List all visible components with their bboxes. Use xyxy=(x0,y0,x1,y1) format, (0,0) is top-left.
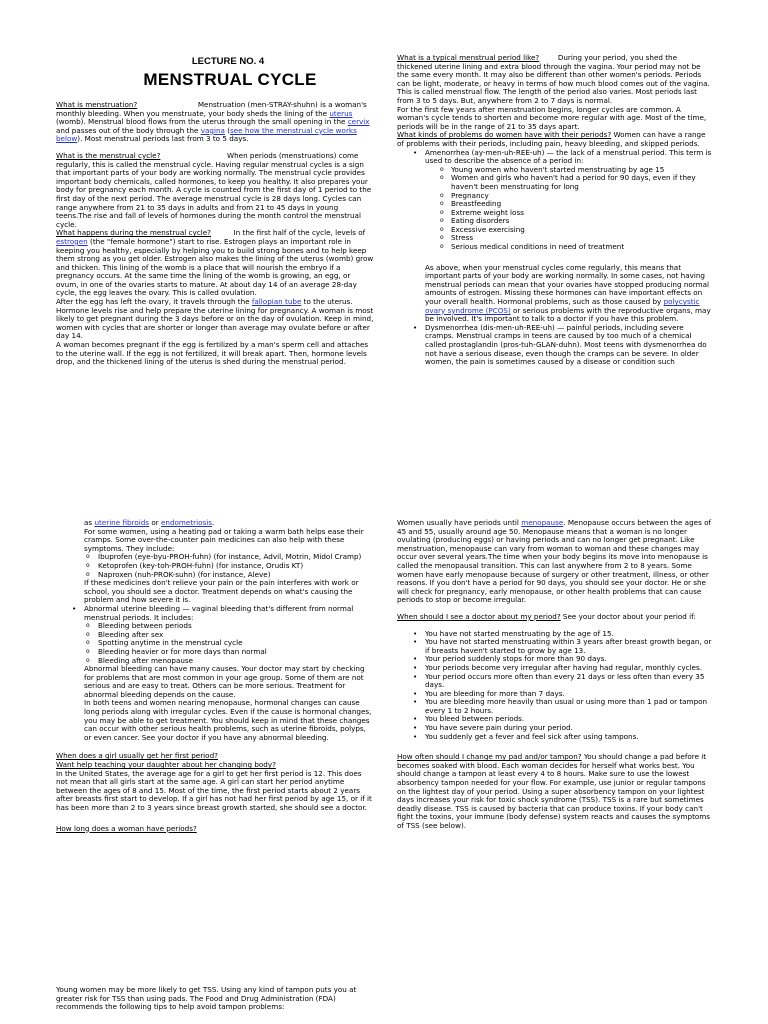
text: (dis-men-uh-REE-uh) — painful periods, including severe cramps. Menstrual cramps in teens are caused by too much of a chemical called prostaglandin (pros-tuh-GLAN-duhn). Most teens with dysmenorrhea do not have a serious disease, even though the cramps can be severe. In older women, the pain is sometimes caused by a disease or condition such xyxy=(425,322,707,367)
paragraph xyxy=(397,753,713,830)
list-item: o Bleeding heavier or for more days than normal xyxy=(56,648,374,657)
list-item: o Spotting anytime in the menstrual cycle xyxy=(56,639,374,648)
paragraph xyxy=(56,152,374,229)
term: Abnormal uterine bleeding xyxy=(84,603,181,613)
text: ). Most menstrual periods last from 3 to 5 days. xyxy=(77,134,249,144)
link-cervix[interactable]: cervix xyxy=(347,117,370,127)
column-top-right xyxy=(397,54,713,367)
list-item xyxy=(397,324,713,367)
paragraph xyxy=(397,264,713,324)
question-heading: Want help teaching your daughter about her changing body? xyxy=(56,760,276,770)
list-item: o Pregnancy xyxy=(397,192,713,201)
lecture-number: LECTURE NO. 4 xyxy=(191,56,265,67)
text: During your period, you shed the thickened uterine lining and extra blood through the vagina. Your period may not be the same every month. It may also be different than other women's periods. Periods can be light, moderate, or heavy in terms of how much blood comes out of the vagina. This is called menstrual flow. The length of the period also varies. Most periods last from 3 to 5 days. But, anywhere from 2 to 7 days is normal. xyxy=(397,53,710,105)
text: After the egg has left the ovary, it travels through the xyxy=(56,297,252,307)
text: You should change a pad before it becomes soaked with blood. Each woman decides for herself what works best. You should change a tampon at least every 4 to 8 hours. Make sure to use the lowest absorbency tampon needed for your flow. For example, use junior or regular tampons on the lightest day of your period. Using a super absorbency tampon on your lightest days increases your risk for toxic shock syndrome (TSS). TSS is a rare but sometimes deadly disease. TSS is caused by bacteria that can produce toxins. If your body can't fight the toxins, your immune (body defense) system reacts and causes the symptoms of TSS (see below). xyxy=(397,752,711,830)
list-item xyxy=(397,149,713,166)
column-bottom-left xyxy=(56,519,374,833)
list-item: • You bleed between periods. xyxy=(397,715,713,724)
paragraph: In the United States, the average age for a girl to get her first period is 12. This does not mean that all girls start at the same age. A girl can start her period anytime between the ages of 8 and 15. Most of the time, the first period starts about 2 years after breasts first start to develop. If a girl has not had her first period by age 15, or if it has been more than 2 to 3 years since breast growth started, she should see a doctor. xyxy=(56,768,372,812)
text: as xyxy=(84,518,95,527)
page-title: MENSTRUAL CYCLE xyxy=(143,70,317,89)
question-heading: What is the menstrual cycle? xyxy=(56,150,161,160)
list-item: o Young women who haven't started menstruating by age 15 xyxy=(397,166,713,175)
link-estrogen[interactable]: estrogen xyxy=(56,236,88,246)
link-pcos[interactable]: polycystic ovary syndrome (PCOS) xyxy=(425,297,700,315)
text: (ay-men-uh-REE-uh) — the lack of a menstrual period. This term is used to describe the absence of a period in: xyxy=(425,147,712,166)
paragraph xyxy=(397,519,713,605)
column-bottom-right xyxy=(397,519,713,831)
paragraph xyxy=(56,298,374,341)
question-heading: When does a girl usually get her first period? xyxy=(56,751,218,761)
question-heading: What is a typical menstrual period like? xyxy=(397,53,540,62)
paragraph: For some women, using a heating pad or taking a warm bath helps ease their cramps. Some over-the-counter pain medicines can also help with these symptoms. They include: xyxy=(84,526,364,553)
paragraph: A woman becomes pregnant if the egg is fertilized by a man's sperm cell and attaches to the uterine wall. If the egg is not fertilized, it will break apart. Then, hormone levels drop, and the thickened lining of the uterus is shed during the menstrual period. xyxy=(56,340,369,367)
list-item: • You are bleeding more heavily than usual or using more than 1 pad or tampon every 1 to 2 hours. xyxy=(397,698,713,715)
list-item: o Bleeding after menopause xyxy=(56,657,374,666)
question-heading: How often should I change my pad and/or tampon? xyxy=(397,752,582,762)
paragraph: For the first few years after menstruation begins, longer cycles are common. A woman's cycle tends to shorten and become more regular with age. Most of the time, periods will be in the range of 21 to 35 days apart. xyxy=(397,104,707,131)
doctor-reasons-list xyxy=(397,630,713,742)
text: . Menopause occurs between the ages of 45 and 55, usually around age 50. Menopause means that a woman is no longer ovulating (producing eggs) or having periods and can no longer get pregnant. Like menstruation, menopause can vary from woman to woman and these changes may occur over several years.The time when your body begins its move into menopause is called the menopausal transition. This can last anywhere from 2 to 8 years. Some women have early menopause because of surgery or other treatment, illness, or other reasons. If you don't have a period for 90 days, you should see your doctor. He or she will check for pregnancy, early menopause, or other health problems that can cause periods to stop or become irregular. xyxy=(397,518,712,605)
text: As above, when your menstrual cycles come regularly, this means that important parts of your body are working normally. In some cases, not having menstrual periods can mean that your ovaries have stopped producing normal amounts of estrogen. Missing these hormones can have important effects on your overall health. Hormonal problems, such as those caused by xyxy=(425,262,709,307)
question-heading: What is menstruation? xyxy=(56,100,138,109)
list-item: o Excessive exercising xyxy=(397,226,713,235)
text: . xyxy=(211,518,215,527)
link-uterus[interactable]: uterus xyxy=(329,108,353,118)
term: Dysmenorrhea xyxy=(425,322,478,332)
paragraph xyxy=(56,229,374,298)
list-item: o Extreme weight loss xyxy=(397,209,713,218)
question-heading: How long does a woman have periods? xyxy=(56,823,197,833)
list-item: o Ketoprofen (key-toh-PROH-fuhn) (for instance, Orudis KT) xyxy=(56,562,374,571)
question-heading: When should I see a doctor about my period? xyxy=(397,611,561,621)
tss-paragraph xyxy=(56,986,374,1012)
list-item xyxy=(56,605,374,622)
text: Women usually have periods until xyxy=(397,518,522,527)
list-item: • Your period occurs more often than every 21 days or less often than every 35 days. xyxy=(397,673,713,690)
text: Menstruation (men-STRAY-shuhn) is a woman's monthly bleeding. When you menstruate, your body sheds the lining of the xyxy=(56,100,367,118)
list-item: o Naproxen (nuh-PROK-suhn) (for instance, Aleve) xyxy=(56,571,374,580)
paragraph: Abnormal bleeding can have many causes. Your doctor may start by checking for problems that are most common in your age group. Some of them are not serious and are easy to treat. Others can be more serious. Treatment for abnormal bleeding depends on the cause. xyxy=(84,664,365,699)
paragraph xyxy=(397,131,713,148)
text: See your doctor about your period if: xyxy=(560,611,696,621)
list-item: • Your periods become very irregular after having had regular, monthly cycles. xyxy=(397,664,713,673)
list-item: o Serious medical conditions in need of treatment xyxy=(397,243,713,252)
term: Amenorrhea xyxy=(425,147,470,157)
list-item: • You have not started menstruating within 3 years after breast growth began, or if breasts haven't started to grow by age 13. xyxy=(397,638,713,655)
paragraph: If these medicines don't relieve your pain or the pain interferes with work or school, you should see a doctor. Treatment depends on what's causing the problem and how severe it is. xyxy=(84,578,359,605)
link-fallopian-tube[interactable]: fallopian tube xyxy=(251,297,302,307)
text: — vaginal bleeding that's different from normal menstrual periods. It includes: xyxy=(84,603,354,622)
link-vagina[interactable]: vagina xyxy=(200,125,225,135)
list-item: o Bleeding between periods xyxy=(56,622,374,631)
paragraph: In both teens and women nearing menopause, hormonal changes can cause long periods along with irregular cycles. Even if the cause is hormonal changes, you may be able to get treatment. You should keep in mind that these changes can occur with other serious health problems, such as uterine fibroids, polyps, or even cancer. See your doctor if you have any abnormal bleeding. xyxy=(84,698,372,742)
text: When periods (menstruations) come regularly, this is called the menstrual cycle. Having regular menstrual cycles is a sign that important parts of your body are working normally. The menstrual cycle provides important body chemicals, called hormones, to keep you healthy. It also prepares your body for pregnancy each month. A cycle is counted from the first day of 1 period to the first day of the next period. The average menstrual cycle is 28 days long. Cycles can range anywhere from 21 to 35 days in adults and from 21 to 45 days in young teens.The rise and fall of levels of hormones during the month control the menstrual cycle. xyxy=(56,150,372,229)
list-item: • You are bleeding for more than 7 days. xyxy=(397,690,713,699)
text: In the first half of the cycle, levels of xyxy=(233,228,366,238)
paragraph xyxy=(397,54,713,106)
amenorrhea-list xyxy=(397,166,713,252)
list-item: o Women and girls who haven't had a period for 90 days, even if they haven't been menstruating for long xyxy=(397,174,713,191)
list-item: o Bleeding after sex xyxy=(56,631,374,640)
list-item: • Your period suddenly stops for more than 90 days. xyxy=(397,655,713,664)
text: or serious problems with the reproductive organs, may be involved. It's important to talk to a doctor if you have this problem. xyxy=(425,305,711,324)
link-menopause[interactable]: menopause xyxy=(521,518,564,527)
text: Women can have a range of problems with their periods, including pain, heavy bleeding, and skipped periods. xyxy=(397,130,706,148)
link-endometriosis[interactable]: endometriosis xyxy=(160,518,212,527)
list-item: • You have not started menstruating by the age of 15. xyxy=(397,630,713,639)
medicine-list xyxy=(56,553,374,579)
text: to the uterus. Hormone levels rise and help prepare the uterine lining for pregnancy. A woman is most likely to get pregnant during the 3 days before or on the day of ovulation. Keep in mind, women with cycles that are shorter or longer than average may ovulate before or after day 14. xyxy=(56,297,374,341)
text: (the "female hormone") start to rise. Estrogen plays an important role in keeping you healthy, especially by helping you to build strong bones and to help keep them strong as you get older. Estrogen also makes the lining of the uterus (womb) grow and thicken. This lining of the womb is a place that will nourish the embryo if a pregnancy occurs. At the same time the lining of the womb is growing, an egg, or ovum, in one of the ovaries starts to mature. At about day 14 of an average 28-day cycle, the egg leaves the ovary. This is called ovulation. xyxy=(56,236,374,298)
question-heading: What kinds of problems do women have with xyxy=(397,130,562,140)
bleeding-list xyxy=(56,622,374,665)
paragraph xyxy=(397,613,713,622)
question-heading: What happens during the menstrual cycle? xyxy=(56,228,211,238)
paragraph xyxy=(56,101,374,144)
text: ( xyxy=(224,125,231,135)
column-top-left xyxy=(56,101,374,367)
text: (womb). Menstrual blood flows from the uterus through the small opening in the xyxy=(56,117,348,127)
list-item: o Eating disorders xyxy=(397,217,713,226)
list-item: • You have severe pain during your period. xyxy=(397,724,713,733)
question-heading: their periods? xyxy=(561,130,612,140)
text: or xyxy=(149,518,161,527)
text: and passes out of the body through the xyxy=(56,125,201,135)
list-item: o Breastfeeding xyxy=(397,200,713,209)
link-uterine-fibroids[interactable]: uterine fibroids xyxy=(94,518,150,527)
paragraph: Young women may be more likely to get TSS. Using any kind of tampon puts you at greater risk for TSS than using pads. The Food and Drug Administration (FDA) recommends the following tips to help avoid tampon problems: xyxy=(56,985,357,1012)
link-see-how[interactable]: see how the menstrual cycle works below xyxy=(56,125,357,144)
list-item: o Ibuprofen (eye-byu-PROH-fuhn) (for instance, Advil, Motrin, Midol Cramp) xyxy=(56,553,374,562)
list-item: o Stress xyxy=(397,234,713,243)
list-item: • You suddenly get a fever and feel sick after using tampons. xyxy=(397,733,713,742)
